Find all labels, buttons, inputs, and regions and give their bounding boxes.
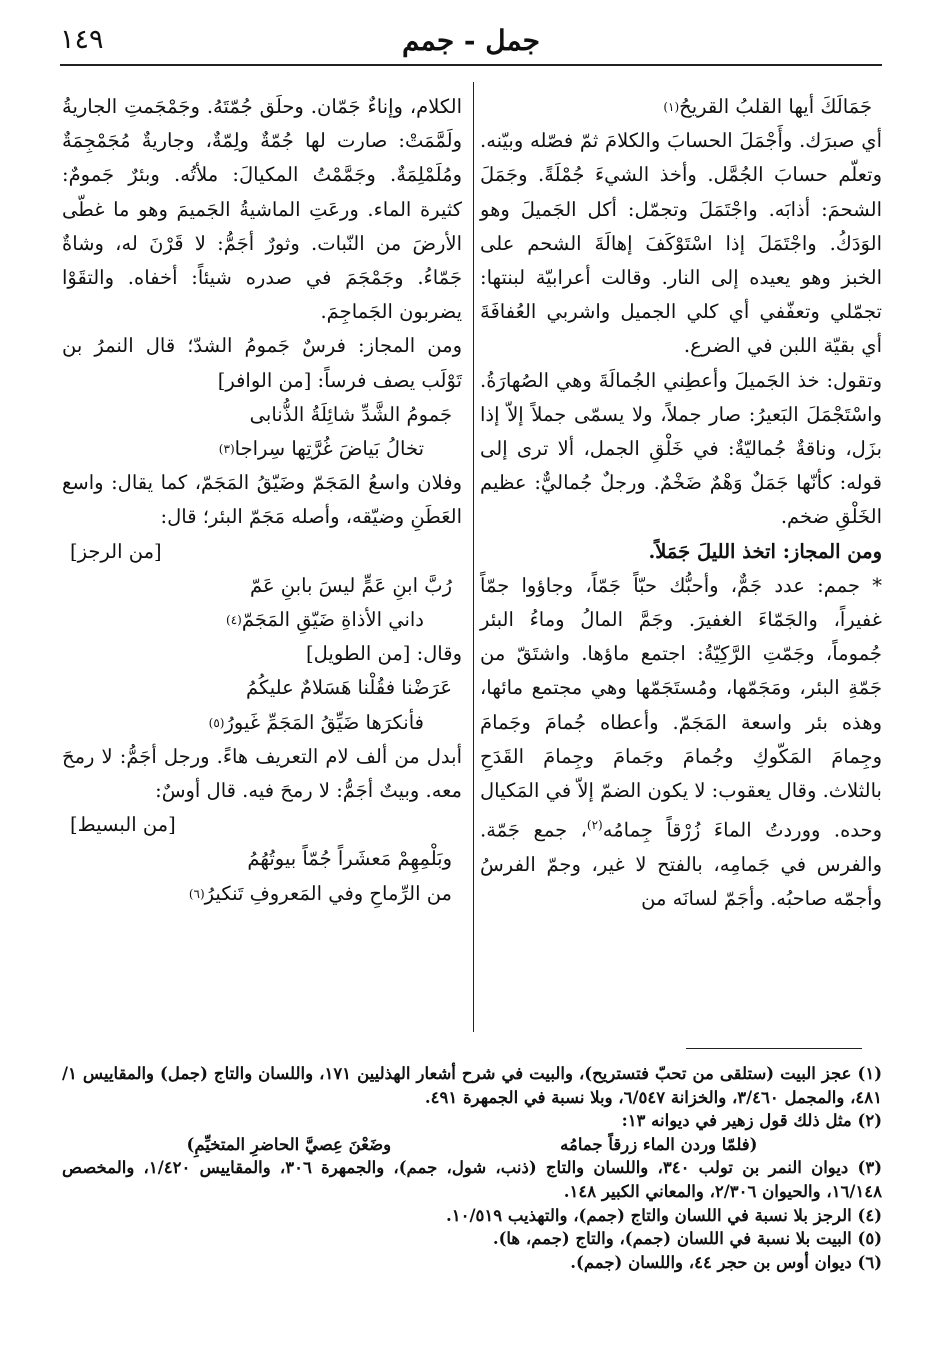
meter-label: [من البسيط] bbox=[70, 813, 176, 837]
footnote-rule bbox=[686, 1048, 862, 1049]
verse-text: وضَعْنَ عِصيَّ الحاضرِ المتخيِّمِ) bbox=[186, 1134, 392, 1154]
left-column bbox=[62, 90, 462, 911]
entry-text: * جمم: عدد جَمٌّ، وأحبُّك حبّاً جَمّاً، وجاؤوا جمّاً غفيراً، والجَمّاءَ الغفيرَ. وجَمَّ المالُ وماءُ البئر جُموماً، وجَمّتِ الرَّكِيّةُ: اجتمع ماؤها. واشتَقّ من جَمّةِ البئر، ومَجَمّها، ومُستَجَمّها وهي مجتمع مائها، وهذه بئر واسعة المَجَمّ. وأعطاه جُمامَ وجَمامَ وجِمامَ المَكّوكِ وجُمامَ وجَمامَ وجِمامَ القَدَحِ بالثلاث. وقال يعقوب: لا يكون الضمّ إلاّ في المَكيال وحده. ووردتُ الماءَ زُرْقاً جِمامُه bbox=[480, 573, 882, 842]
verse-line bbox=[62, 432, 462, 466]
paragraph: الكلام، وإناءٌ جَمّان. وحلَق جُمّتَهُ. وجَمْجَمتِ الجاريةُ ولَمَّمَتْ: صارت لها جُمّةٌ ولِمّةٌ، وجاريةٌ مُجَمْجِمَةٌ ومُلَمْلِمَةٌ. وجَمَّمْتُ المكيالَ: ملأتُه. وبئرٌ جَمومٌ: كثيرة الماء. ورعَتِ الماشيةُ الجَميمَ وهو ما غطّى الأرضَ من النّبات. وثورٌ أجَمُّ: لا قَرْنَ له، وشاةٌ جَمّاءُ. وجَمْجَمَ في صدره شيئاً: أخفاه. والتقَوْا يضربون الجَماجِمَ. bbox=[62, 95, 462, 324]
column-divider bbox=[473, 82, 474, 1032]
verse-text: (فلمّا وردن الماء زرقاً جمامُه bbox=[560, 1134, 758, 1154]
footnote-ref: (٦) bbox=[188, 886, 205, 901]
footnotes bbox=[62, 1062, 882, 1274]
verse-text: من الرِّماحِ وفي المَعروفِ تَنكيرُ bbox=[204, 881, 452, 905]
header-rule bbox=[60, 64, 882, 66]
paragraph: وفلان واسعُ المَجَمّ وضَيّقُ المَجَمّ، كما يقال: واسع العَطَنِ وضيّقه، وأصله مَجَمّ البئر؛ قال: bbox=[62, 471, 462, 529]
paragraph: وتقول: خذ الجَميلَ وأعطِني الجُمالَةَ وهي الصُهارَةُ. واسْتَجْمَلَ البَعيرُ: صار جملاً، ولا يسمّى جملاً إلاّ إذا بزَل، وناقةٌ جُماليّةٌ: في خَلْقِ الجمل، ألا ترى إلى قوله: كأنّها جَمَلٌ وَهْمٌ ضَخْمٌ. ورجلٌ جُماليٌّ: عظيم الخَلْقِ ضخم. bbox=[480, 368, 882, 529]
verse-line bbox=[62, 569, 462, 603]
footnote-ref: (٤) bbox=[226, 613, 242, 628]
meter-label: [من الرجز] bbox=[70, 539, 162, 563]
footnote: (٦) ديوان أوس بن حجر ٤٤، واللسان (جمم). bbox=[570, 1252, 882, 1272]
paragraph: أبدل من ألف لام التعريف هاءً. ورجل أجَمُّ: لا رمحَ معه. وبيتٌ أجَمُّ: لا رمحَ فيه. قال أوسٌ: bbox=[62, 744, 462, 803]
paragraph: ومن المجاز: فرسٌ جَمومُ الشدّ؛ قال النمرُ بن تَوْلَب يصف فرساً: [من الوافر] bbox=[62, 334, 462, 392]
paragraph: وقال: [من الطويل] bbox=[306, 642, 462, 666]
verse-line bbox=[480, 90, 882, 124]
page-number: ١٤٩ bbox=[60, 24, 104, 55]
verse-line bbox=[62, 398, 462, 432]
footnote: (٢) مثل ذلك قول زهير في ديوانه ١٣: bbox=[621, 1111, 882, 1131]
verse-text: تخالُ بَياضَ غُرَّتِها سِراجا bbox=[234, 437, 424, 461]
running-title: جمل - جمم bbox=[402, 24, 540, 57]
verse-text: داني الأذاةِ ضَيّقِ المَجَمّ bbox=[241, 608, 424, 632]
paragraph bbox=[480, 569, 882, 917]
footnote-ref: (٢) bbox=[586, 818, 603, 833]
verse-line bbox=[62, 877, 462, 911]
paragraph: ومن المجاز: اتخذ الليلَ جَمَلاً. bbox=[648, 539, 882, 563]
footnote-ref: (٥) bbox=[208, 715, 225, 730]
verse-text: جَمَالَكَ أيها القلبُ القريحُ bbox=[679, 95, 872, 118]
entry-text: ، جمع جَمّة. والفرس في جَمامِه، بالفتح لا غير، وجمّ الفرسُ وأجمّه صاحبُه. وأجَمّ لسانَه من bbox=[480, 818, 882, 911]
page-header bbox=[60, 18, 882, 62]
footnote: (٣) ديوان النمر بن تولب ٣٤٠، واللسان والتاج (ذنب، شول، جمم)، والجمهرة ٣٠٦، والمقاييس ١/٤٢٠، والمخصص ١٦/١٤٨، والحيوان ٢/٣٠٦، والمعاني الكبير ١٤٨. bbox=[62, 1158, 882, 1201]
verse-text: عَرَضْنا فقُلْنا هَسَلامٌ عليكُمُ bbox=[246, 676, 452, 700]
verse-line bbox=[62, 706, 462, 740]
paragraph: أي صبرَك. وأَجْمَلَ الحسابَ والكلامَ ثمّ فصّله وبيّنه. وتعلّم حسابَ الجُمَّل. وأخذ الشيءَ جُمْلَةً. وجَمَلَ الشحمَ: أذابَه. واجْتَمَلَ وتجمّل: أكل الجَميلَ وهو الوَدَكُ. واجْتَمَلَ إذا اسْتَوْكَفَ إهالَةَ الشحم على الخبز وهو يعيده إلى النار. وقالت أعرابيّة لبنتها: تجمّلي وتعفّفي أي كلي الجميل واشربي العُفافَةَ أي بقيّة اللبن في الضرع. bbox=[480, 129, 882, 358]
verse-line bbox=[62, 671, 462, 705]
verse-text: جَمومُ الشَّدِّ شائِلَةُ الذُّنابى bbox=[249, 402, 452, 426]
verse-line bbox=[62, 842, 462, 876]
footnote-ref: (٣) bbox=[218, 442, 235, 457]
footnote-verse bbox=[62, 1133, 882, 1157]
footnote: (٥) البيت بلا نسبة في اللسان (جمم)، والتاج (جمم، ها). bbox=[492, 1229, 882, 1249]
verse-text: فأنكرَها ضَيِّقُ المَجَمِّ غَيورُ bbox=[224, 710, 424, 734]
footnote: (١) عجز البيت (ستلقى من تحبّ فتستريح)، والبيت في شرح أشعار الهذليين ١٧١، واللسان والتاج (جمل) والمقاييس ١/ ٤٨١، والمجمل ٣/٤٦٠، والخزانة ٦/٥٤٧، وبلا نسبة في الجمهرة ٤٩١. bbox=[62, 1064, 883, 1107]
right-column bbox=[480, 90, 882, 916]
verse-text: رُبَّ ابنِ عَمٍّ ليسَ بابنِ عَمّ bbox=[249, 573, 452, 597]
verse-text: وبَلْمِهِمْ مَعشَراً جُمّاً بيوتُهُمُ bbox=[247, 847, 452, 871]
footnote: (٤) الرجز بلا نسبة في اللسان والتاج (جمم)، والتهذيب ١٠/٥١٩. bbox=[446, 1205, 882, 1225]
footnote-ref: (١) bbox=[663, 100, 680, 114]
verse-line bbox=[62, 603, 462, 637]
